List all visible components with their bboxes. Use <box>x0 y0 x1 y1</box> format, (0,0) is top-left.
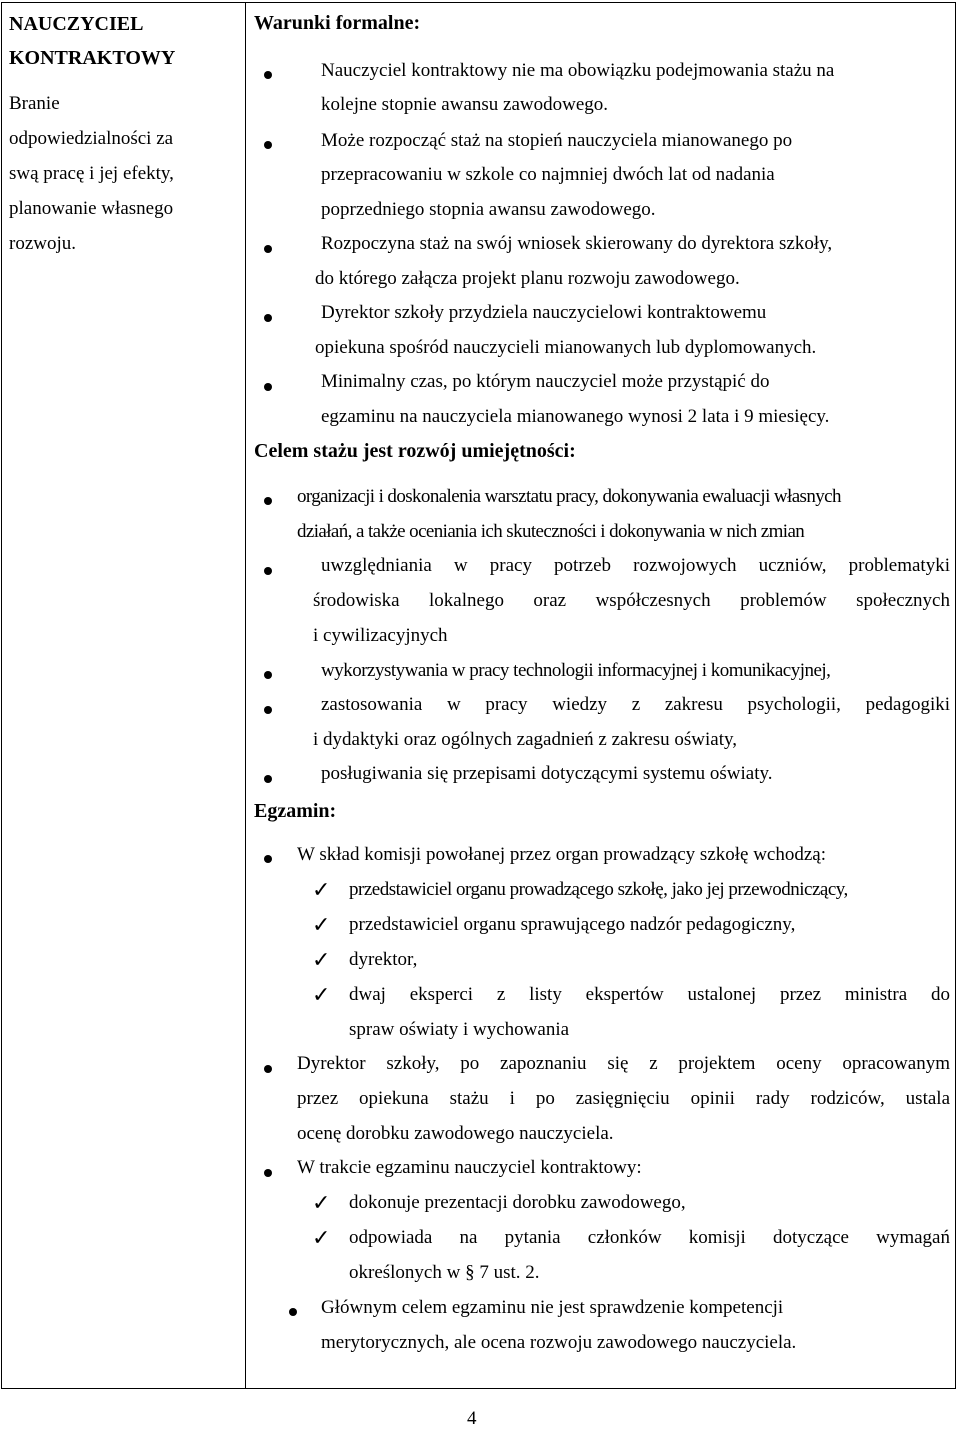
section-heading-internship-goal: Celem stażu jest rozwój umiejętności: <box>254 440 576 462</box>
item-line: spraw oświaty i wychowania <box>349 1019 570 1040</box>
bullet-icon <box>264 71 272 79</box>
item-line: Może rozpocząć staż na stopień nauczyciela mianowanego po <box>321 130 793 151</box>
item-line: Rozpoczyna staż na swój wniosek skierowany do dyrektora szkoły, <box>321 233 833 254</box>
section-heading-exam: Egzamin: <box>254 800 337 822</box>
bullet-icon <box>264 383 272 391</box>
item-line: środowiska lokalnego oraz współczesnych problemów społecznych <box>313 590 950 611</box>
item-line: Dyrektor szkoły przydziela nauczycielowi kontraktowemu <box>321 302 767 323</box>
bullet-icon <box>264 567 272 575</box>
bullet-icon <box>264 706 272 714</box>
item-line: przedstawiciel organu prowadzącego szkołę, jako jej przewodniczący, <box>349 879 848 900</box>
item-line: odpowiada na pytania członków komisji dotyczące wymagań <box>349 1227 950 1248</box>
bullet-icon <box>264 141 272 149</box>
stage-description-line: odpowiedzialności za <box>9 128 174 149</box>
item-line: wykorzystywania w pracy technologii informacyjnej i komunikacyjnej, <box>321 660 831 681</box>
item-line: organizacji i doskonalenia warsztatu pracy, dokonywania ewaluacji własnych <box>297 486 841 507</box>
item-line: dyrektor, <box>349 949 418 970</box>
stage-description-line: Branie <box>9 93 60 114</box>
bullet-icon <box>264 1065 272 1073</box>
item-line: Dyrektor szkoły, po zapoznaniu się z projektem oceny opracowanym <box>297 1053 950 1074</box>
item-line: określonych w § 7 ust. 2. <box>349 1262 540 1283</box>
page-number: 4 <box>467 1408 477 1429</box>
item-line: dokonuje prezentacji dorobku zawodowego, <box>349 1192 686 1213</box>
section-heading-formal-conditions: Warunki formalne: <box>254 12 421 34</box>
checkmark-icon: ✓ <box>312 1191 331 1216</box>
stage-description <box>9 86 237 261</box>
item-line: dwaj eksperci z listy ekspertów ustalonej przez ministra do <box>349 984 950 1005</box>
item-line: zastosowania w pracy wiedzy z zakresu psychologii, pedagogiki <box>321 694 950 715</box>
item-line: przez opiekuna stażu i po zasięgnięciu opinii rady rodziców, ustala <box>297 1088 950 1109</box>
stage-title <box>9 7 237 75</box>
item-line: przepracowaniu w szkole co najmniej dwóch lat od nadania <box>321 164 775 185</box>
item-line: uwzględniania w pracy potrzeb rozwojowych uczniów, problematyki <box>321 555 950 576</box>
stage-title-line: NAUCZYCIEL <box>9 13 144 35</box>
checkmark-icon: ✓ <box>312 878 331 903</box>
item-line: opiekuna spośród nauczycieli mianowanych lub dyplomowanych. <box>315 337 817 358</box>
item-line: i cywilizacyjnych <box>313 625 448 646</box>
checkmark-icon: ✓ <box>312 983 331 1008</box>
item-line: działań, a także oceniania ich skuteczności i dokonywania w nich zmian <box>297 521 805 542</box>
bullet-icon <box>264 245 272 253</box>
item-line: do którego załącza projekt planu rozwoju zawodowego. <box>315 268 740 289</box>
checkmark-icon: ✓ <box>312 948 331 973</box>
item-line: Minimalny czas, po którym nauczyciel może przystąpić do <box>321 371 770 392</box>
checkmark-icon: ✓ <box>312 913 331 938</box>
bullet-icon <box>289 1308 297 1316</box>
stage-description-line: rozwoju. <box>9 233 77 254</box>
bullet-icon <box>264 497 272 505</box>
bullet-icon <box>264 1169 272 1177</box>
bullet-icon <box>264 775 272 783</box>
stage-title-line: KONTRAKTOWY <box>9 47 176 69</box>
bullet-icon <box>264 855 272 863</box>
item-line: egzaminu na nauczyciela mianowanego wynosi 2 lata i 9 miesięcy. <box>321 406 830 427</box>
item-line: merytorycznych, ale ocena rozwoju zawodowego nauczyciela. <box>321 1332 797 1353</box>
bullet-icon <box>264 671 272 679</box>
item-line: ocenę dorobku zawodowego nauczyciela. <box>297 1123 614 1144</box>
checkmark-icon: ✓ <box>312 1226 331 1251</box>
item-line: posługiwania się przepisami dotyczącymi systemu oświaty. <box>321 763 773 784</box>
stage-description-line: planowanie własnego <box>9 198 174 219</box>
item-line: W trakcie egzaminu nauczyciel kontraktowy: <box>297 1157 642 1178</box>
item-line: kolejne stopnie awansu zawodowego. <box>321 94 609 115</box>
item-line: poprzedniego stopnia awansu zawodowego. <box>321 199 656 220</box>
stage-description-line: swą pracę i jej efekty, <box>9 163 174 184</box>
item-line: przedstawiciel organu sprawującego nadzór pedagogiczny, <box>349 914 796 935</box>
item-line: Nauczyciel kontraktowy nie ma obowiązku podejmowania stażu na <box>321 60 835 81</box>
left-column <box>9 7 237 261</box>
bullet-icon <box>264 314 272 322</box>
item-line: Głównym celem egzaminu nie jest sprawdzenie kompetencji <box>321 1297 784 1318</box>
item-line: W skład komisji powołanej przez organ prowadzący szkołę wchodzą: <box>297 844 827 865</box>
column-divider <box>245 2 246 1389</box>
item-line: i dydaktyki oraz ogólnych zagadnień z zakresu oświaty, <box>313 729 738 750</box>
